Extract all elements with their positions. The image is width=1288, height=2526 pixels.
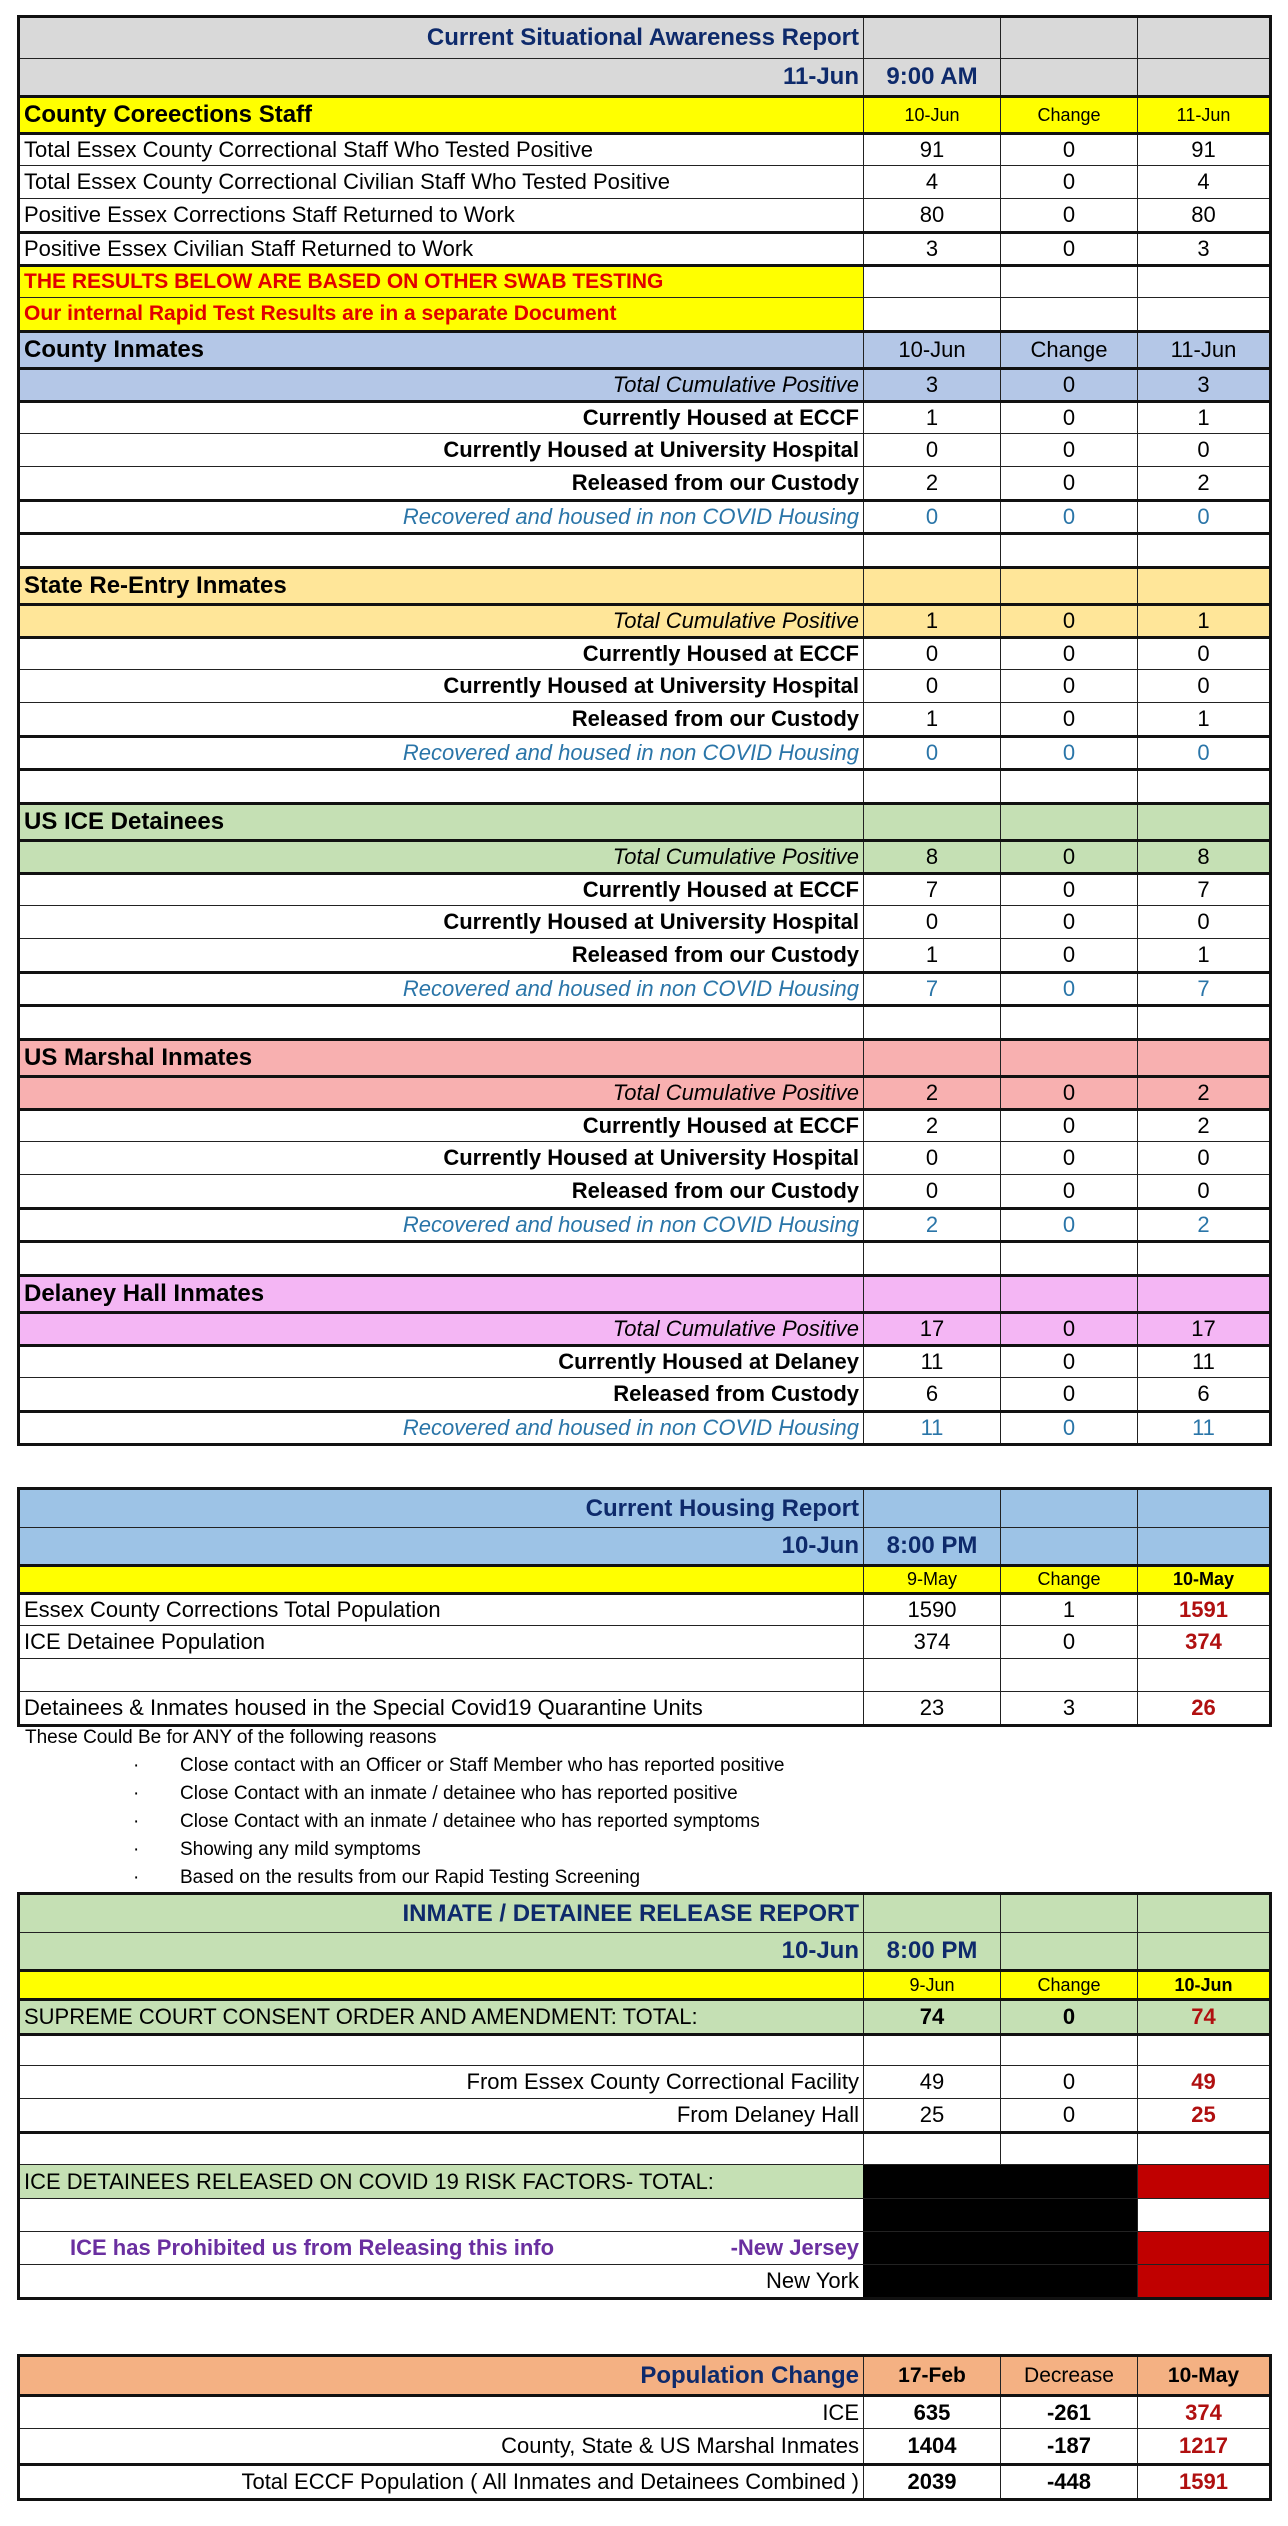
value: -187 bbox=[1000, 2429, 1137, 2463]
value: 635 bbox=[863, 2397, 1000, 2428]
rapid-test-warning: Our internal Rapid Test Results are in a separate Document bbox=[20, 298, 863, 330]
row-label: Currently Housed at Delaney bbox=[558, 1349, 859, 1374]
row-label: Recovered and housed in non COVID Housing bbox=[402, 1415, 859, 1440]
value: 49 bbox=[863, 2066, 1000, 2098]
row-label: Recovered and housed in non COVID Housing bbox=[402, 740, 859, 765]
table-row bbox=[20, 938, 1269, 971]
release-report-table bbox=[17, 1892, 1272, 2300]
value: 0 bbox=[1137, 434, 1269, 466]
value: 0 bbox=[1000, 1078, 1137, 1108]
table-row bbox=[20, 2065, 1269, 2098]
spacer-row bbox=[20, 2033, 1269, 2065]
table-row bbox=[20, 400, 1269, 433]
row-label: Total Cumulative Positive bbox=[612, 844, 859, 869]
value: 0 bbox=[1000, 606, 1137, 636]
value: 2 bbox=[863, 1210, 1000, 1240]
value: 74 bbox=[1137, 2001, 1269, 2033]
value: 0 bbox=[1000, 434, 1137, 466]
bullet-icon: · bbox=[133, 1839, 140, 1860]
value: 11 bbox=[863, 1413, 1000, 1443]
table-row bbox=[20, 2428, 1269, 2463]
table-row bbox=[20, 1625, 1269, 1658]
value: 0 bbox=[863, 434, 1000, 466]
value: 0 bbox=[863, 906, 1000, 938]
us-marshal-heading bbox=[20, 1038, 1269, 1075]
release-date-row bbox=[20, 1932, 1269, 1969]
value: 2039 bbox=[863, 2466, 1000, 2498]
spacer-row bbox=[20, 1240, 1269, 1274]
col-header: Change bbox=[1000, 98, 1137, 132]
county-inmates-heading bbox=[20, 330, 1269, 367]
value: 8 bbox=[1137, 842, 1269, 872]
table-row bbox=[20, 1592, 1269, 1625]
value: 7 bbox=[863, 875, 1000, 905]
row-label: Currently Housed at ECCF bbox=[582, 877, 859, 902]
value: 6 bbox=[863, 1378, 1000, 1410]
col-header: 9-May bbox=[863, 1567, 1000, 1592]
redacted-block bbox=[863, 2165, 1000, 2198]
value: 17 bbox=[863, 1314, 1000, 1344]
housing-title-row bbox=[20, 1490, 1269, 1527]
value: 17 bbox=[1137, 1314, 1269, 1344]
col-header: 11-Jun bbox=[1137, 333, 1269, 367]
value: 0 bbox=[1000, 1210, 1137, 1240]
table-row bbox=[20, 636, 1269, 669]
value: 1404 bbox=[863, 2429, 1000, 2463]
col-header: 10-Jun bbox=[863, 98, 1000, 132]
value: 1 bbox=[1137, 939, 1269, 971]
us-ice-heading bbox=[20, 802, 1269, 839]
bullet-icon: · bbox=[133, 1867, 140, 1888]
bullet-icon: · bbox=[133, 1811, 140, 1832]
col-header: Change bbox=[1000, 1972, 1137, 1998]
row-label: SUPREME COURT CONSENT ORDER AND AMENDMENT: TOTAL: bbox=[24, 2004, 698, 2029]
table-row bbox=[20, 231, 1269, 264]
value: 3 bbox=[863, 234, 1000, 264]
col-header: 10-Jun bbox=[863, 333, 1000, 367]
value: 1 bbox=[863, 939, 1000, 971]
row-label: Positive Essex Civilian Staff Returned to Work bbox=[24, 236, 474, 261]
col-header: 10-Jun bbox=[1137, 1972, 1269, 1998]
table-row bbox=[20, 165, 1269, 198]
spacer-row bbox=[20, 768, 1269, 802]
release-col-header-row bbox=[20, 1969, 1269, 1998]
value: 0 bbox=[863, 738, 1000, 768]
section-heading: County Coreections Staff bbox=[24, 101, 313, 128]
new-jersey-label: -New Jersey bbox=[730, 2235, 859, 2260]
value: 0 bbox=[1000, 875, 1137, 905]
population-title: Population Change bbox=[640, 2361, 859, 2389]
row-label: Total Cumulative Positive bbox=[612, 372, 859, 397]
value: 2 bbox=[1137, 1078, 1269, 1108]
ice-prohibited-row bbox=[20, 2231, 1269, 2264]
warning-row bbox=[20, 264, 1269, 297]
table-row bbox=[20, 2463, 1269, 2498]
redacted-block bbox=[863, 2199, 1000, 2231]
value: 25 bbox=[1137, 2099, 1269, 2131]
col-header: 10-May bbox=[1137, 2357, 1269, 2394]
ice-released-total-row bbox=[20, 2164, 1269, 2198]
redacted-block bbox=[863, 2232, 1000, 2264]
housing-col-header-row bbox=[20, 1564, 1269, 1592]
row-label: Detainees & Inmates housed in the Special Covid19 Quarantine Units bbox=[24, 1695, 703, 1720]
section-heading: Delaney Hall Inmates bbox=[24, 1280, 265, 1307]
redacted-red-block bbox=[1137, 2265, 1269, 2297]
value: 1 bbox=[1137, 403, 1269, 433]
table-row bbox=[20, 1108, 1269, 1141]
value: 0 bbox=[1000, 370, 1137, 400]
value: 1591 bbox=[1137, 2466, 1269, 2498]
row-label: From Essex County Correctional Facility bbox=[466, 2069, 859, 2094]
row-label: Currently Housed at ECCF bbox=[582, 641, 859, 666]
value: 1590 bbox=[863, 1595, 1000, 1625]
value: 25 bbox=[863, 2099, 1000, 2131]
value: 0 bbox=[1000, 1413, 1137, 1443]
row-label: County, State & US Marshal Inmates bbox=[501, 2433, 859, 2458]
note-item: · Close Contact with an inmate / detainee who has reported positive bbox=[25, 1780, 1225, 1808]
section-heading: US Marshal Inmates bbox=[24, 1044, 253, 1071]
value: 4 bbox=[1137, 166, 1269, 198]
table-row bbox=[20, 1075, 1269, 1108]
value: 0 bbox=[1000, 1314, 1137, 1344]
value: 3 bbox=[1137, 234, 1269, 264]
col-header: 9-Jun bbox=[863, 1972, 1000, 1998]
redacted-block bbox=[1000, 2199, 1137, 2231]
value: 0 bbox=[1137, 1142, 1269, 1174]
value: 1 bbox=[1137, 703, 1269, 735]
note-item: · Close Contact with an inmate / detainee who has reported symptoms bbox=[25, 1808, 1225, 1836]
value: 0 bbox=[1137, 738, 1269, 768]
release-date: 10-Jun bbox=[781, 1937, 859, 1964]
report-title: Current Situational Awareness Report bbox=[426, 24, 859, 51]
table-row bbox=[20, 1344, 1269, 1377]
report-date-row bbox=[20, 58, 1269, 95]
value: 0 bbox=[863, 1142, 1000, 1174]
col-header: Change bbox=[1000, 1567, 1137, 1592]
value: 0 bbox=[863, 502, 1000, 532]
redacted-red-block bbox=[1137, 2232, 1269, 2264]
value: 374 bbox=[1137, 1626, 1269, 1658]
bullet-icon: · bbox=[133, 1755, 140, 1776]
value: 0 bbox=[1000, 403, 1137, 433]
value: 11 bbox=[1137, 1413, 1269, 1443]
note-item: · Based on the results from our Rapid Testing Screening bbox=[25, 1864, 1225, 1892]
row-label: Released from our Custody bbox=[571, 942, 859, 967]
note-item: · Showing any mild symptoms bbox=[25, 1836, 1225, 1864]
new-york-row bbox=[20, 2264, 1269, 2297]
table-row bbox=[20, 1377, 1269, 1410]
swab-warning: THE RESULTS BELOW ARE BASED ON OTHER SWAB TESTING bbox=[20, 267, 863, 297]
release-title: INMATE / DETAINEE RELEASE REPORT bbox=[402, 1899, 859, 1927]
row-label: Currently Housed at ECCF bbox=[582, 405, 859, 430]
redacted-block bbox=[863, 2265, 1000, 2297]
value: 1 bbox=[1137, 606, 1269, 636]
table-row bbox=[20, 132, 1269, 165]
col-header: Change bbox=[1000, 333, 1137, 367]
value: 23 bbox=[863, 1692, 1000, 1724]
value: 11 bbox=[863, 1347, 1000, 1377]
row-label: Currently Housed at University Hospital bbox=[443, 1145, 859, 1170]
col-header: 11-Jun bbox=[1137, 98, 1269, 132]
row-label: Currently Housed at University Hospital bbox=[443, 673, 859, 698]
value: 374 bbox=[863, 1626, 1000, 1658]
situational-awareness-table bbox=[17, 15, 1272, 1446]
value: 0 bbox=[863, 639, 1000, 669]
value: 3 bbox=[863, 370, 1000, 400]
row-label: Recovered and housed in non COVID Housing bbox=[402, 504, 859, 529]
value: 8 bbox=[863, 842, 1000, 872]
housing-date: 10-Jun bbox=[781, 1532, 859, 1559]
row-label: Positive Essex Corrections Staff Returned to Work bbox=[24, 202, 515, 227]
value: 3 bbox=[1137, 370, 1269, 400]
value: 4 bbox=[863, 166, 1000, 198]
spacer-row bbox=[20, 1658, 1269, 1691]
value: 0 bbox=[1000, 842, 1137, 872]
row-label: Total Essex County Correctional Civilian Staff Who Tested Positive bbox=[24, 169, 671, 194]
row-label: Released from our Custody bbox=[571, 1178, 859, 1203]
value: 0 bbox=[1137, 670, 1269, 702]
value: 7 bbox=[1137, 875, 1269, 905]
value: 49 bbox=[1137, 2066, 1269, 2098]
value: 0 bbox=[1000, 1378, 1137, 1410]
value: 0 bbox=[1000, 1175, 1137, 1207]
value: 0 bbox=[1137, 639, 1269, 669]
redacted-block bbox=[1000, 2265, 1137, 2297]
housing-report-table bbox=[17, 1487, 1272, 1727]
table-row bbox=[20, 971, 1269, 1004]
row-label: Currently Housed at ECCF bbox=[582, 1113, 859, 1138]
value: 0 bbox=[1000, 2099, 1137, 2131]
value: -448 bbox=[1000, 2466, 1137, 2498]
value: -261 bbox=[1000, 2397, 1137, 2428]
value: 74 bbox=[863, 2001, 1000, 2033]
value: 2 bbox=[863, 1078, 1000, 1108]
row-label: Currently Housed at University Hospital bbox=[443, 437, 859, 462]
value: 0 bbox=[1000, 939, 1137, 971]
row-label: Total Cumulative Positive bbox=[612, 1080, 859, 1105]
value: 1217 bbox=[1137, 2429, 1269, 2463]
state-reentry-heading bbox=[20, 566, 1269, 603]
value: 0 bbox=[1000, 2001, 1137, 2033]
report-time: 9:00 AM bbox=[863, 59, 1000, 95]
value: 7 bbox=[863, 974, 1000, 1004]
value: 0 bbox=[1000, 234, 1137, 264]
table-row bbox=[20, 735, 1269, 768]
value: 91 bbox=[1137, 135, 1269, 165]
value: 0 bbox=[863, 670, 1000, 702]
table-row bbox=[20, 433, 1269, 466]
row-label: Currently Housed at University Hospital bbox=[443, 909, 859, 934]
table-row bbox=[20, 2394, 1269, 2428]
value: 1 bbox=[863, 403, 1000, 433]
value: 11 bbox=[1137, 1347, 1269, 1377]
col-header: 17-Feb bbox=[863, 2357, 1000, 2394]
staff-heading-row bbox=[20, 95, 1269, 132]
table-row bbox=[20, 1311, 1269, 1344]
row-label: Recovered and housed in non COVID Housing bbox=[402, 976, 859, 1001]
table-row bbox=[20, 1691, 1269, 1724]
spacer-row bbox=[20, 1004, 1269, 1038]
value: 91 bbox=[863, 135, 1000, 165]
quarantine-reasons-notes bbox=[25, 1724, 1225, 1892]
value: 0 bbox=[1000, 1111, 1137, 1141]
row-label: ICE bbox=[822, 2399, 859, 2425]
table-row bbox=[20, 669, 1269, 702]
value: 0 bbox=[1000, 974, 1137, 1004]
population-change-table bbox=[17, 2354, 1272, 2501]
housing-title: Current Housing Report bbox=[585, 1494, 859, 1522]
section-heading: County Inmates bbox=[24, 336, 205, 363]
col-header: 10-May bbox=[1137, 1567, 1269, 1592]
value: 0 bbox=[1000, 1347, 1137, 1377]
redacted-block bbox=[1000, 2232, 1137, 2264]
report-date: 11-Jun bbox=[782, 63, 859, 90]
table-row bbox=[20, 603, 1269, 636]
value: 0 bbox=[1000, 166, 1137, 198]
row-label: Released from Custody bbox=[613, 1381, 859, 1406]
value: 0 bbox=[1000, 906, 1137, 938]
value: 0 bbox=[1000, 670, 1137, 702]
table-row bbox=[20, 702, 1269, 735]
value: 1 bbox=[863, 703, 1000, 735]
row-label: Total ECCF Population ( All Inmates and Detainees Combined ) bbox=[241, 2469, 859, 2494]
row-label: From Delaney Hall bbox=[676, 2102, 859, 2127]
release-time: 8:00 PM bbox=[863, 1933, 1000, 1969]
population-header-row bbox=[20, 2357, 1269, 2394]
table-row bbox=[20, 872, 1269, 905]
value: 0 bbox=[1000, 502, 1137, 532]
row-label: Total Essex County Correctional Staff Who Tested Positive bbox=[24, 137, 594, 162]
table-row bbox=[20, 198, 1269, 231]
value: 80 bbox=[1137, 199, 1269, 231]
row-label: ICE Detainee Population bbox=[24, 1629, 265, 1654]
redacted-block bbox=[1000, 2165, 1137, 2198]
prohibited-text: ICE has Prohibited us from Releasing this info bbox=[70, 2235, 555, 2260]
spacer-row bbox=[20, 532, 1269, 566]
section-heading: State Re-Entry Inmates bbox=[24, 572, 287, 599]
value: 2 bbox=[1137, 1210, 1269, 1240]
housing-time: 8:00 PM bbox=[863, 1528, 1000, 1564]
value: 2 bbox=[863, 1111, 1000, 1141]
value: 0 bbox=[1137, 502, 1269, 532]
row-label: Total Cumulative Positive bbox=[612, 608, 859, 633]
spacer-row bbox=[20, 2198, 1269, 2231]
value: 1 bbox=[863, 606, 1000, 636]
warning-row bbox=[20, 297, 1269, 330]
delaney-hall-heading bbox=[20, 1274, 1269, 1311]
value: 374 bbox=[1137, 2397, 1269, 2428]
table-row bbox=[20, 905, 1269, 938]
value: 6 bbox=[1137, 1378, 1269, 1410]
redacted-red-block bbox=[1137, 2165, 1269, 2198]
table-row bbox=[20, 1410, 1269, 1443]
value: 0 bbox=[863, 1175, 1000, 1207]
value: 0 bbox=[1000, 467, 1137, 499]
table-row bbox=[20, 499, 1269, 532]
row-label: Released from our Custody bbox=[571, 706, 859, 731]
spacer-row bbox=[20, 2131, 1269, 2164]
value: 0 bbox=[1000, 1142, 1137, 1174]
value: 0 bbox=[1000, 135, 1137, 165]
notes-intro: These Could Be for ANY of the following reasons bbox=[25, 1727, 437, 1748]
table-row bbox=[20, 367, 1269, 400]
note-item: · Close contact with an Officer or Staff Member who has reported positive bbox=[25, 1752, 1225, 1780]
table-row bbox=[20, 2098, 1269, 2131]
supreme-court-row bbox=[20, 1998, 1269, 2033]
value: 0 bbox=[1000, 703, 1137, 735]
value: 2 bbox=[1137, 467, 1269, 499]
table-row bbox=[20, 839, 1269, 872]
value: 80 bbox=[863, 199, 1000, 231]
table-row bbox=[20, 466, 1269, 499]
value: 0 bbox=[1000, 1626, 1137, 1658]
housing-date-row bbox=[20, 1527, 1269, 1564]
table-row bbox=[20, 1174, 1269, 1207]
value: 3 bbox=[1000, 1692, 1137, 1724]
value: 0 bbox=[1000, 738, 1137, 768]
table-row bbox=[20, 1207, 1269, 1240]
value: 0 bbox=[1137, 1175, 1269, 1207]
value: 2 bbox=[863, 467, 1000, 499]
row-label: Recovered and housed in non COVID Housing bbox=[402, 1212, 859, 1237]
value: 0 bbox=[1000, 199, 1137, 231]
value: 0 bbox=[1000, 639, 1137, 669]
new-york-label: New York bbox=[766, 2268, 859, 2293]
row-label: ICE DETAINEES RELEASED ON COVID 19 RISK FACTORS- TOTAL: bbox=[20, 2165, 863, 2198]
value: 1591 bbox=[1137, 1595, 1269, 1625]
section-heading: US ICE Detainees bbox=[24, 808, 225, 835]
value: 1 bbox=[1000, 1595, 1137, 1625]
table-row bbox=[20, 1141, 1269, 1174]
bullet-icon: · bbox=[133, 1783, 140, 1804]
value: 2 bbox=[1137, 1111, 1269, 1141]
value: 26 bbox=[1137, 1692, 1269, 1724]
report-title-row bbox=[20, 18, 1269, 58]
value: 0 bbox=[1137, 906, 1269, 938]
row-label: Total Cumulative Positive bbox=[612, 1316, 859, 1341]
release-title-row bbox=[20, 1895, 1269, 1932]
prohibited-note bbox=[20, 2232, 863, 2264]
value: 0 bbox=[1000, 2066, 1137, 2098]
row-label: Released from our Custody bbox=[571, 470, 859, 495]
value: 7 bbox=[1137, 974, 1269, 1004]
col-header: Decrease bbox=[1000, 2357, 1137, 2394]
row-label: Essex County Corrections Total Population bbox=[24, 1597, 441, 1622]
